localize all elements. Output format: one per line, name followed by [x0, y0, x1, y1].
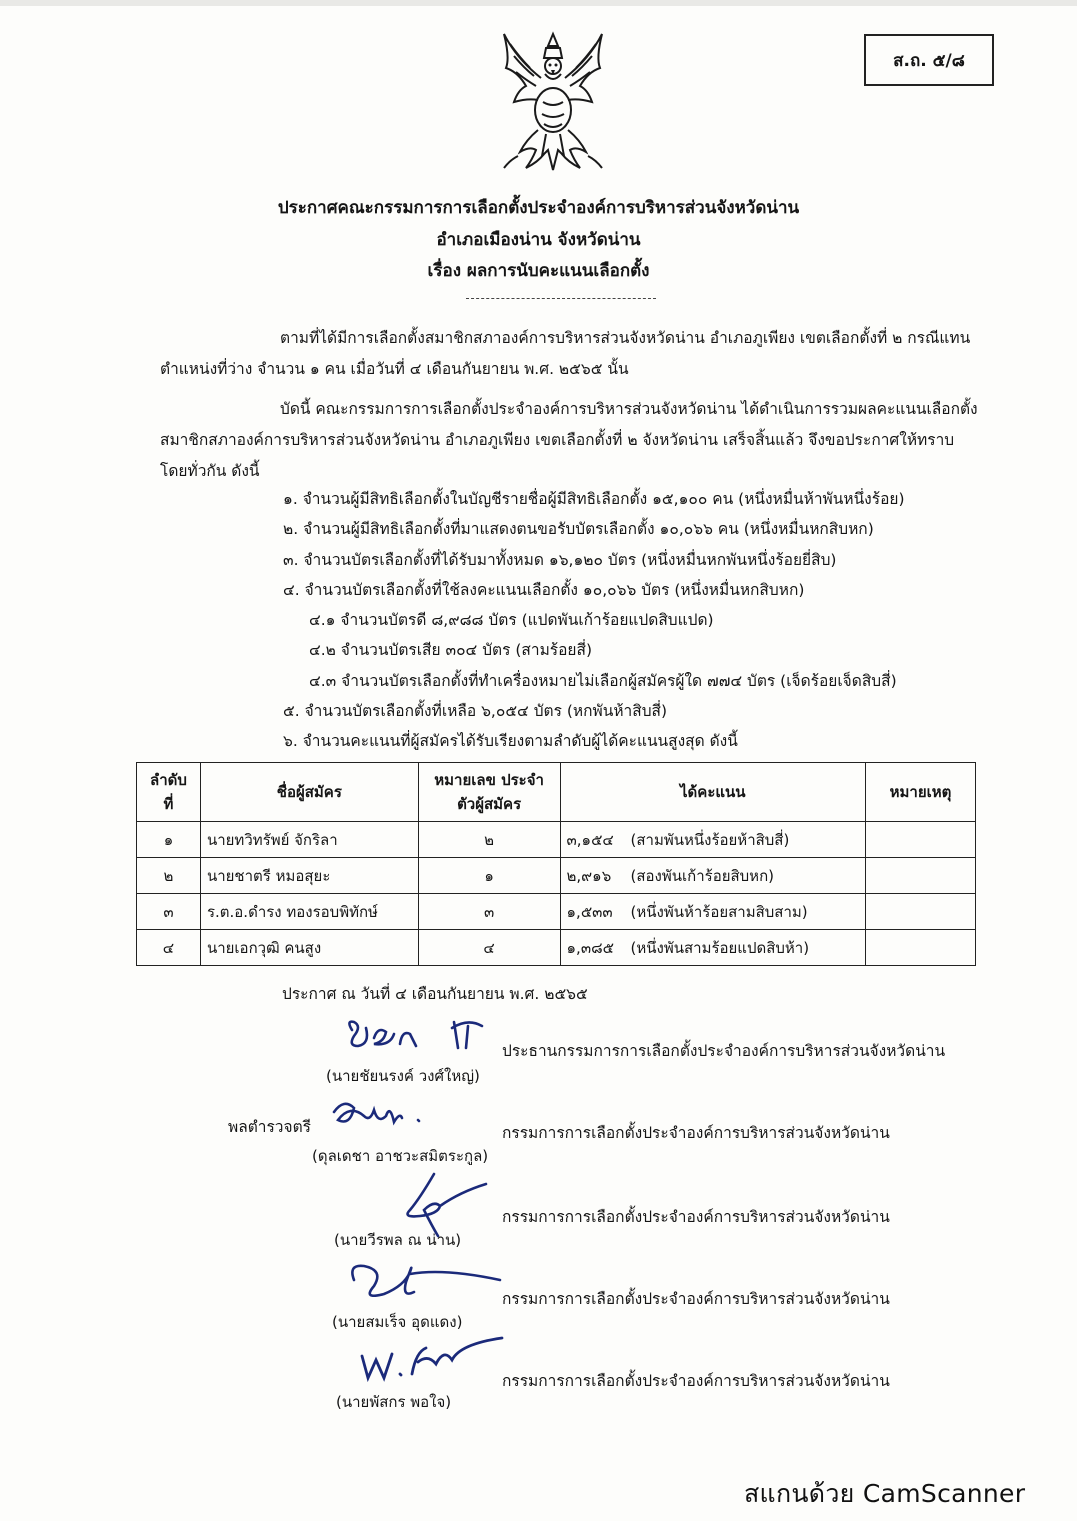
rank-cell: ๑	[137, 822, 201, 858]
signatory-role: กรรมการการเลือกตั้งประจำองค์การบริหารส่วนจังหวัดน่าน	[502, 1208, 890, 1226]
signatory-role: ประธานกรรมการการเลือกตั้งประจำองค์การบริหารส่วนจังหวัดน่าน	[502, 1042, 946, 1060]
list-subitem: ๔.๒ จำนวนบัตรเสีย ๓๐๔ บัตร (สามร้อยสี่)	[309, 641, 593, 660]
votes-number: ๑,๕๓๓	[566, 902, 613, 921]
col-votes-header: ได้คะแนน	[560, 763, 866, 822]
col-rank-header: ลำดับ ที่	[137, 763, 201, 822]
col-note-header: หมายเหตุ	[866, 763, 976, 822]
signatory-role: กรรมการการเลือกตั้งประจำองค์การบริหารส่วนจังหวัดน่าน	[502, 1372, 890, 1390]
note-cell	[866, 930, 976, 966]
votes-words: (สองพันเก้าร้อยสิบหก)	[630, 866, 774, 885]
signatory-member	[0, 1098, 1077, 1178]
signatory-name: (นายพัสกร พอใจ)	[336, 1393, 452, 1411]
signatory-member	[0, 1252, 1077, 1332]
announcement-title: ประกาศคณะกรรมการการเลือกตั้งประจำองค์การบริหารส่วนจังหวัดน่าน	[277, 198, 800, 218]
table-row	[137, 930, 976, 966]
signatory-name: (นายสมเร็จ อุดแดง)	[332, 1313, 463, 1331]
candidate-name-cell: นายเอกวุฒิ คนสูง	[200, 930, 418, 966]
signature-image	[344, 1016, 494, 1060]
rank-cell: ๒	[137, 858, 201, 894]
body-paragraph	[160, 394, 980, 487]
signatory-name: (ดุลเดชา อาชวะสมิตระกูล)	[312, 1147, 489, 1165]
signatory-rank: พลตำรวจตรี	[228, 1118, 311, 1136]
list-item: ๔. จำนวนบัตรเลือกตั้งที่ใช้ลงคะแนนเลือกตั้ง ๑๐,๐๖๖ บัตร (หนึ่งหมื่นหกสิบหก)	[283, 580, 805, 599]
candidate-name-cell: นายทวิทรัพย์ จักริลา	[200, 822, 418, 858]
table-row	[137, 858, 976, 894]
votes-words: (หนึ่งพันสามร้อยแปดสิบห้า)	[630, 938, 810, 957]
candidate-number-cell: ๔	[418, 930, 560, 966]
signature-image	[330, 1098, 430, 1134]
signatory-member	[0, 1334, 1077, 1414]
page-edge	[0, 0, 1077, 6]
list-item: ๑. จำนวนผู้มีสิทธิเลือกตั้งในบัญชีรายชื่อผู้มีสิทธิเลือกตั้ง ๑๕,๑๐๐ คน (หนึ่งหมื่นห้าพันหนึ่งร้อย)	[283, 490, 905, 508]
scan-watermark: สแกนด้วย CamScanner	[744, 1479, 1026, 1508]
votes-cell	[560, 894, 866, 930]
note-cell	[866, 858, 976, 894]
col-name-header: ชื่อผู้สมัคร	[200, 763, 418, 822]
votes-cell	[560, 858, 866, 894]
rank-cell: ๓	[137, 894, 201, 930]
body-text: บัดนี้ คณะกรรมการการเลือกตั้งประจำองค์การบริหารส่วนจังหวัดน่าน ได้ดำเนินการรวมผลคะแนนเลือกตั้งสมาชิกสภาองค์การบริหารส่วนจังหวัดน่าน อำเภอภูเพียง เขตเลือกตั้งที่ ๒ จังหวัดน่าน เสร็จสิ้นแล้ว จึงขอประกาศให้ทราบโดยทั่วกัน ดังนี้	[160, 400, 978, 480]
form-code-box: ส.ถ. ๕/๘	[864, 34, 994, 86]
votes-number: ๒,๙๑๖	[566, 866, 612, 885]
votes-cell	[560, 822, 866, 858]
candidate-number-cell: ๑	[418, 858, 560, 894]
signatory-role: กรรมการการเลือกตั้งประจำองค์การบริหารส่วนจังหวัดน่าน	[502, 1290, 890, 1308]
separator	[466, 298, 656, 299]
list-item: ๓. จำนวนบัตรเลือกตั้งที่ได้รับมาทั้งหมด ๑๖,๑๒๐ บัตร (หนึ่งหมื่นหกพันหนึ่งร้อยยี่สิบ)	[283, 550, 837, 569]
intro-text: ตามที่ได้มีการเลือกตั้งสมาชิกสภาองค์การบริหารส่วนจังหวัดน่าน อำเภอภูเพียง เขตเลือกตั้งที่ ๒ กรณีแทนตำแหน่งที่ว่าง จำนวน ๑ คน เมื่อวันที่ ๔ เดือนกันยายน พ.ศ. ๒๕๖๕ นั้น	[160, 329, 971, 378]
table-row	[137, 894, 976, 930]
candidate-name-cell: ร.ต.อ.ดำรง ทองรอบพิทักษ์	[200, 894, 418, 930]
col-number-header: หมายเลข ประจำตัวผู้สมัคร	[418, 763, 560, 822]
subject-title: เรื่อง ผลการนับคะแนนเลือกตั้ง	[427, 261, 650, 281]
signatory-name: (นายชัยนรงค์ วงศ์ใหญ่)	[326, 1067, 480, 1085]
list-subitem: ๔.๑ จำนวนบัตรดี ๘,๙๘๘ บัตร (แปดพันเก้าร้อยแปดสิบแปด)	[309, 611, 714, 630]
announcement-date: ประกาศ ณ วันที่ ๔ เดือนกันยายน พ.ศ. ๒๕๖๕	[282, 985, 588, 1003]
list-item: ๒. จำนวนผู้มีสิทธิเลือกตั้งที่มาแสดงตนขอรับบัตรเลือกตั้ง ๑๐,๐๖๖ คน (หนึ่งหมื่นหกสิบหก)	[283, 520, 874, 539]
candidate-results-table	[136, 762, 976, 966]
votes-words: (สามพันหนึ่งร้อยห้าสิบสี่)	[630, 830, 790, 849]
district-title: อำเภอเมืองน่าน จังหวัดน่าน	[436, 230, 641, 250]
signatory-chairman	[0, 1016, 1077, 1096]
rank-cell: ๔	[137, 930, 201, 966]
signature-image	[356, 1334, 506, 1388]
results-list	[283, 484, 983, 757]
signatory-name: (นายวีรพล ณ น่าน)	[334, 1231, 462, 1249]
signatory-member	[0, 1170, 1077, 1250]
signatory-role: กรรมการการเลือกตั้งประจำองค์การบริหารส่วนจังหวัดน่าน	[502, 1124, 890, 1142]
list-item: ๕. จำนวนบัตรเลือกตั้งที่เหลือ ๖,๐๕๔ บัตร (หกพันห้าสิบสี่)	[283, 702, 668, 721]
votes-number: ๑,๓๘๕	[566, 938, 614, 957]
note-cell	[866, 822, 976, 858]
candidate-name-cell: นายชาตรี หมอสุยะ	[200, 858, 418, 894]
list-item: ๖. จำนวนคะแนนที่ผู้สมัครได้รับเรียงตามลำดับผู้ได้คะแนนสูงสุด ดังนี้	[283, 732, 738, 751]
votes-number: ๓,๑๕๔	[566, 830, 614, 849]
candidate-number-cell: ๓	[418, 894, 560, 930]
list-subitem: ๔.๓ จำนวนบัตรเลือกตั้งที่ทำเครื่องหมายไม่เลือกผู้สมัครผู้ใด ๗๗๔ บัตร (เจ็ดร้อยเจ็ดสิบสี่)	[309, 671, 897, 690]
note-cell	[866, 894, 976, 930]
garuda-emblem-icon	[496, 28, 610, 178]
votes-words: (หนึ่งพันห้าร้อยสามสิบสาม)	[630, 902, 808, 921]
table-row	[137, 822, 976, 858]
votes-cell	[560, 930, 866, 966]
intro-paragraph	[160, 323, 980, 385]
candidate-number-cell: ๒	[418, 822, 560, 858]
table-header-row	[137, 763, 976, 822]
signature-image	[344, 1252, 504, 1310]
